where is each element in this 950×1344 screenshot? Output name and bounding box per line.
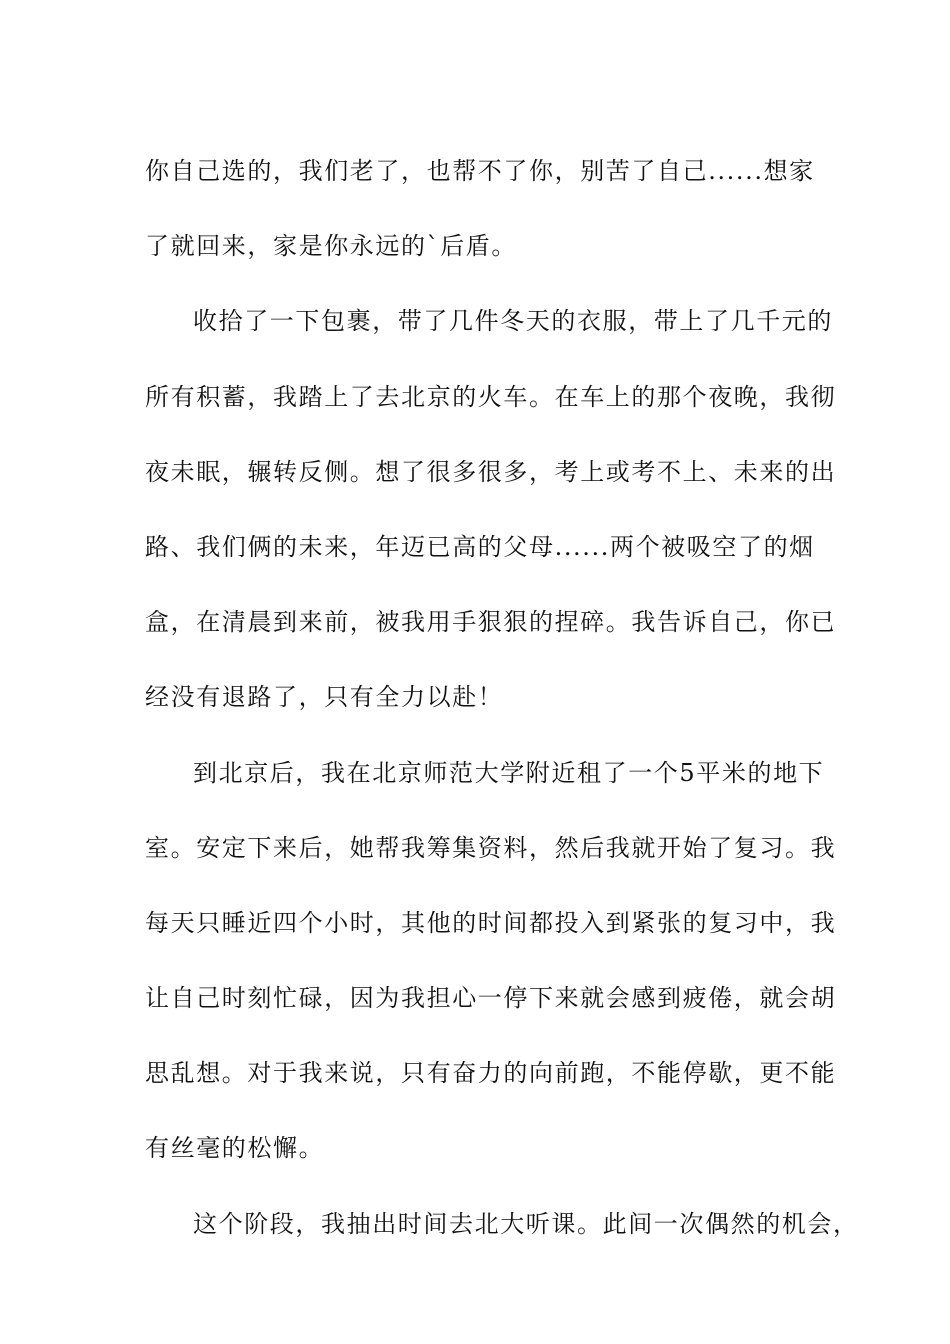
document-body [145,134,859,1262]
text-line: 所有积蓄，我踏上了去北京的火车。在车上的那个夜晚，我彻 [145,382,837,411]
text-line: 有丝毫的松懈。 [145,1134,325,1163]
text-line: 你自己选的，我们老了，也帮不了你，别苦了自己......想家 [145,157,815,185]
text-line: 让自己时刻忙碌，因为我担心一停下来就会感到疲倦，就会胡 [145,984,837,1013]
text-line: 收拾了一下包裹，带了几件冬天的衣服，带上了几千元的 [193,307,833,336]
text-line: 了就回来，家是你永远的`后盾。 [145,232,517,261]
text-line: 思乱想。对于我来说，只有奋力的向前跑，不能停歇，更不能 [145,1059,837,1088]
text-line: 夜未眠，辗转反侧。想了很多很多，考上或考不上、未来的出 [145,457,837,486]
text-line: 到北京后，我在北京师范大学附近租了一个5平米的地下 [193,758,825,787]
text-line: 路、我们俩的未来，年迈已高的父母......两个被吸空了的烟 [145,532,815,561]
text-line: 这个阶段，我抽出时间去北大听课。此间一次偶然的机会， [193,1209,859,1238]
text-line: 经没有退路了，只有全力以赴！ [145,683,504,712]
text-line: 每天只睡近四个小时，其他的时间都投入到紧张的复习中，我 [145,908,837,937]
text-line: 盒，在清晨到来前，被我用手狠狠的捏碎。我告诉自己，你已 [145,608,837,637]
text-line: 室。安定下来后，她帮我筹集资料，然后我就开始了复习。我 [145,833,837,862]
